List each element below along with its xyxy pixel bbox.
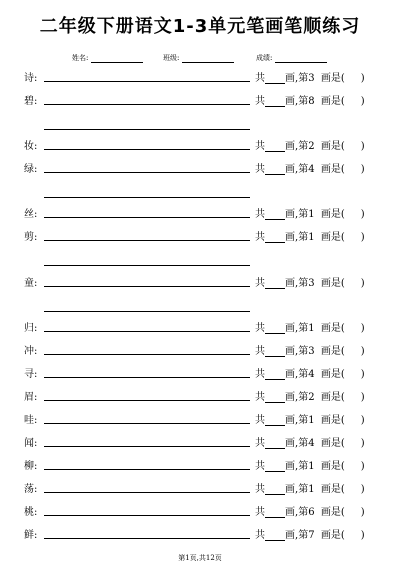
stroke-count-blank[interactable] <box>265 323 285 334</box>
stroke-question <box>255 434 365 449</box>
is-label: 画是( <box>320 141 345 152</box>
exercise-character: 眉: <box>24 392 38 403</box>
is-label: 画是( <box>320 461 345 472</box>
nth-stroke-number: 2 <box>308 141 315 152</box>
answer-close: ) <box>360 232 365 243</box>
total-prefix: 共 <box>255 346 265 357</box>
nth-stroke-number: 1 <box>308 484 315 495</box>
stroke-count-blank[interactable] <box>265 164 285 175</box>
total-suffix: 画, <box>285 507 299 518</box>
total-prefix: 共 <box>255 461 265 472</box>
writing-line[interactable] <box>44 446 250 447</box>
total-prefix: 共 <box>255 73 265 84</box>
total-prefix: 共 <box>255 507 265 518</box>
nth-stroke-number: 1 <box>308 209 315 220</box>
exercise-character: 鲜: <box>24 530 38 541</box>
answer-close: ) <box>360 96 365 107</box>
writing-line[interactable] <box>44 81 250 82</box>
writing-line[interactable] <box>44 172 250 173</box>
exercise-row <box>0 160 400 180</box>
total-prefix: 共 <box>255 530 265 541</box>
nth-stroke-number: 7 <box>308 530 315 541</box>
exercise-row <box>0 526 400 546</box>
exercise-row <box>0 457 400 477</box>
total-prefix: 共 <box>255 278 265 289</box>
stroke-count-blank[interactable] <box>265 346 285 357</box>
answer-close: ) <box>360 507 365 518</box>
is-label: 画是( <box>320 415 345 426</box>
stroke-question <box>255 388 365 403</box>
name-label: 姓名: <box>72 54 89 62</box>
class-field[interactable] <box>163 53 234 63</box>
writing-line[interactable] <box>44 377 250 378</box>
total-suffix: 画, <box>285 369 299 380</box>
nth-prefix: 第 <box>298 209 309 220</box>
stroke-question <box>255 274 365 289</box>
stroke-count-blank[interactable] <box>265 73 285 84</box>
exercise-row <box>0 137 400 157</box>
exercise-row <box>0 342 400 362</box>
name-field[interactable] <box>72 53 143 63</box>
exercise-row <box>0 228 400 248</box>
exercise-character: 哇: <box>24 415 38 426</box>
answer-close: ) <box>360 392 365 403</box>
name-blank[interactable] <box>91 55 143 63</box>
exercise-character: 归: <box>24 323 38 334</box>
total-suffix: 画, <box>285 96 299 107</box>
stroke-question <box>255 480 365 495</box>
is-label: 画是( <box>320 323 345 334</box>
total-suffix: 画, <box>285 346 299 357</box>
writing-line[interactable] <box>44 217 250 218</box>
total-suffix: 画, <box>285 141 299 152</box>
score-field[interactable] <box>256 53 327 63</box>
exercise-row <box>0 388 400 408</box>
nth-prefix: 第 <box>298 415 309 426</box>
answer-close: ) <box>360 530 365 541</box>
writing-line[interactable] <box>44 286 250 287</box>
total-prefix: 共 <box>255 392 265 403</box>
nth-prefix: 第 <box>298 96 309 107</box>
total-suffix: 画, <box>285 484 299 495</box>
exercise-row <box>0 365 400 385</box>
nth-stroke-number: 6 <box>308 507 315 518</box>
nth-stroke-number: 4 <box>308 164 315 175</box>
writing-line-extra[interactable] <box>44 265 250 266</box>
total-suffix: 画, <box>285 232 299 243</box>
answer-close: ) <box>360 323 365 334</box>
writing-line[interactable] <box>44 104 250 105</box>
is-label: 画是( <box>320 278 345 289</box>
answer-close: ) <box>360 346 365 357</box>
is-label: 画是( <box>320 232 345 243</box>
exercise-row <box>0 503 400 523</box>
answer-close: ) <box>360 141 365 152</box>
stroke-count-blank[interactable] <box>265 461 285 472</box>
total-prefix: 共 <box>255 96 265 107</box>
stroke-question <box>255 69 365 84</box>
exercise-row <box>0 480 400 500</box>
answer-close: ) <box>360 438 365 449</box>
stroke-count-blank[interactable] <box>265 232 285 243</box>
nth-stroke-number: 1 <box>308 461 315 472</box>
stroke-count-blank[interactable] <box>265 484 285 495</box>
exercise-character: 荡: <box>24 484 38 495</box>
stroke-question <box>255 526 365 541</box>
nth-prefix: 第 <box>298 73 309 84</box>
nth-stroke-number: 4 <box>308 438 315 449</box>
exercise-row <box>0 92 400 112</box>
exercise-character: 桃: <box>24 507 38 518</box>
exercise-character: 剪: <box>24 232 38 243</box>
writing-line-extra[interactable] <box>44 197 250 198</box>
nth-stroke-number: 1 <box>308 415 315 426</box>
class-label: 班级: <box>163 54 180 62</box>
nth-prefix: 第 <box>298 461 309 472</box>
nth-prefix: 第 <box>298 484 309 495</box>
writing-line[interactable] <box>44 492 250 493</box>
writing-line[interactable] <box>44 515 250 516</box>
total-suffix: 画, <box>285 461 299 472</box>
nth-prefix: 第 <box>298 164 309 175</box>
stroke-count-blank[interactable] <box>265 415 285 426</box>
answer-close: ) <box>360 73 365 84</box>
stroke-count-blank[interactable] <box>265 530 285 541</box>
writing-line[interactable] <box>44 240 250 241</box>
stroke-count-blank[interactable] <box>265 438 285 449</box>
stroke-count-blank[interactable] <box>265 96 285 107</box>
is-label: 画是( <box>320 209 345 220</box>
total-suffix: 画, <box>285 73 299 84</box>
is-label: 画是( <box>320 96 345 107</box>
total-prefix: 共 <box>255 232 265 243</box>
total-prefix: 共 <box>255 369 265 380</box>
total-prefix: 共 <box>255 415 265 426</box>
total-suffix: 画, <box>285 415 299 426</box>
total-prefix: 共 <box>255 164 265 175</box>
exercise-row <box>0 69 400 89</box>
is-label: 画是( <box>320 73 345 84</box>
is-label: 画是( <box>320 346 345 357</box>
nth-prefix: 第 <box>298 323 309 334</box>
writing-line[interactable] <box>44 149 250 150</box>
total-suffix: 画, <box>285 392 299 403</box>
exercise-row <box>0 274 400 294</box>
nth-prefix: 第 <box>298 530 309 541</box>
stroke-question <box>255 137 365 152</box>
answer-close: ) <box>360 484 365 495</box>
nth-prefix: 第 <box>298 141 309 152</box>
exercise-character: 冲: <box>24 346 38 357</box>
exercise-row <box>0 411 400 431</box>
is-label: 画是( <box>320 438 345 449</box>
stroke-count-blank[interactable] <box>265 209 285 220</box>
score-blank[interactable] <box>275 55 327 63</box>
total-suffix: 画, <box>285 530 299 541</box>
nth-prefix: 第 <box>298 278 309 289</box>
exercise-row <box>0 205 400 225</box>
writing-line[interactable] <box>44 469 250 470</box>
exercise-character: 妆: <box>24 141 38 152</box>
exercise-row <box>0 434 400 454</box>
exercise-row <box>0 319 400 339</box>
is-label: 画是( <box>320 164 345 175</box>
answer-close: ) <box>360 415 365 426</box>
is-label: 画是( <box>320 507 345 518</box>
nth-prefix: 第 <box>298 507 309 518</box>
is-label: 画是( <box>320 369 345 380</box>
nth-stroke-number: 2 <box>308 392 315 403</box>
stroke-count-blank[interactable] <box>265 507 285 518</box>
writing-line[interactable] <box>44 354 250 355</box>
nth-stroke-number: 3 <box>308 73 315 84</box>
stroke-count-blank[interactable] <box>265 369 285 380</box>
writing-line[interactable] <box>44 538 250 539</box>
answer-close: ) <box>360 278 365 289</box>
nth-stroke-number: 3 <box>308 346 315 357</box>
answer-close: ) <box>360 164 365 175</box>
nth-stroke-number: 1 <box>308 232 315 243</box>
exercise-character: 诗: <box>24 73 38 84</box>
stroke-count-blank[interactable] <box>265 278 285 289</box>
writing-line-extra[interactable] <box>44 129 250 130</box>
writing-line[interactable] <box>44 423 250 424</box>
nth-prefix: 第 <box>298 392 309 403</box>
total-prefix: 共 <box>255 141 265 152</box>
stroke-question <box>255 319 365 334</box>
stroke-count-blank[interactable] <box>265 392 285 403</box>
stroke-count-blank[interactable] <box>265 141 285 152</box>
nth-prefix: 第 <box>298 346 309 357</box>
total-suffix: 画, <box>285 438 299 449</box>
answer-close: ) <box>360 209 365 220</box>
stroke-question <box>255 457 365 472</box>
stroke-question <box>255 205 365 220</box>
answer-close: ) <box>360 369 365 380</box>
exercise-character: 丝: <box>24 209 38 220</box>
student-info <box>0 53 400 67</box>
writing-line[interactable] <box>44 331 250 332</box>
writing-line[interactable] <box>44 400 250 401</box>
total-suffix: 画, <box>285 209 299 220</box>
exercise-character: 碧: <box>24 96 38 107</box>
exercise-character: 童: <box>24 278 38 289</box>
stroke-question <box>255 342 365 357</box>
nth-prefix: 第 <box>298 369 309 380</box>
is-label: 画是( <box>320 392 345 403</box>
total-suffix: 画, <box>285 164 299 175</box>
nth-stroke-number: 8 <box>308 96 315 107</box>
total-prefix: 共 <box>255 323 265 334</box>
total-prefix: 共 <box>255 484 265 495</box>
nth-prefix: 第 <box>298 438 309 449</box>
nth-stroke-number: 3 <box>308 278 315 289</box>
page-title: 二年级下册语文1-3单元笔画笔顺练习 <box>39 16 361 37</box>
page-footer: 第1页,共12页 <box>178 554 222 562</box>
stroke-question <box>255 503 365 518</box>
total-prefix: 共 <box>255 438 265 449</box>
class-blank[interactable] <box>182 55 234 63</box>
is-label: 画是( <box>320 484 345 495</box>
exercise-character: 寻: <box>24 369 38 380</box>
is-label: 画是( <box>320 530 345 541</box>
stroke-question <box>255 92 365 107</box>
exercise-character: 绿: <box>24 164 38 175</box>
stroke-question <box>255 365 365 380</box>
nth-stroke-number: 1 <box>308 323 315 334</box>
nth-prefix: 第 <box>298 232 309 243</box>
exercise-character: 闻: <box>24 438 38 449</box>
exercise-character: 柳: <box>24 461 38 472</box>
total-suffix: 画, <box>285 278 299 289</box>
score-label: 成绩: <box>256 54 273 62</box>
answer-close: ) <box>360 461 365 472</box>
total-prefix: 共 <box>255 209 265 220</box>
writing-line-extra[interactable] <box>44 311 250 312</box>
stroke-question <box>255 228 365 243</box>
nth-stroke-number: 4 <box>308 369 315 380</box>
total-suffix: 画, <box>285 323 299 334</box>
stroke-question <box>255 160 365 175</box>
stroke-question <box>255 411 365 426</box>
